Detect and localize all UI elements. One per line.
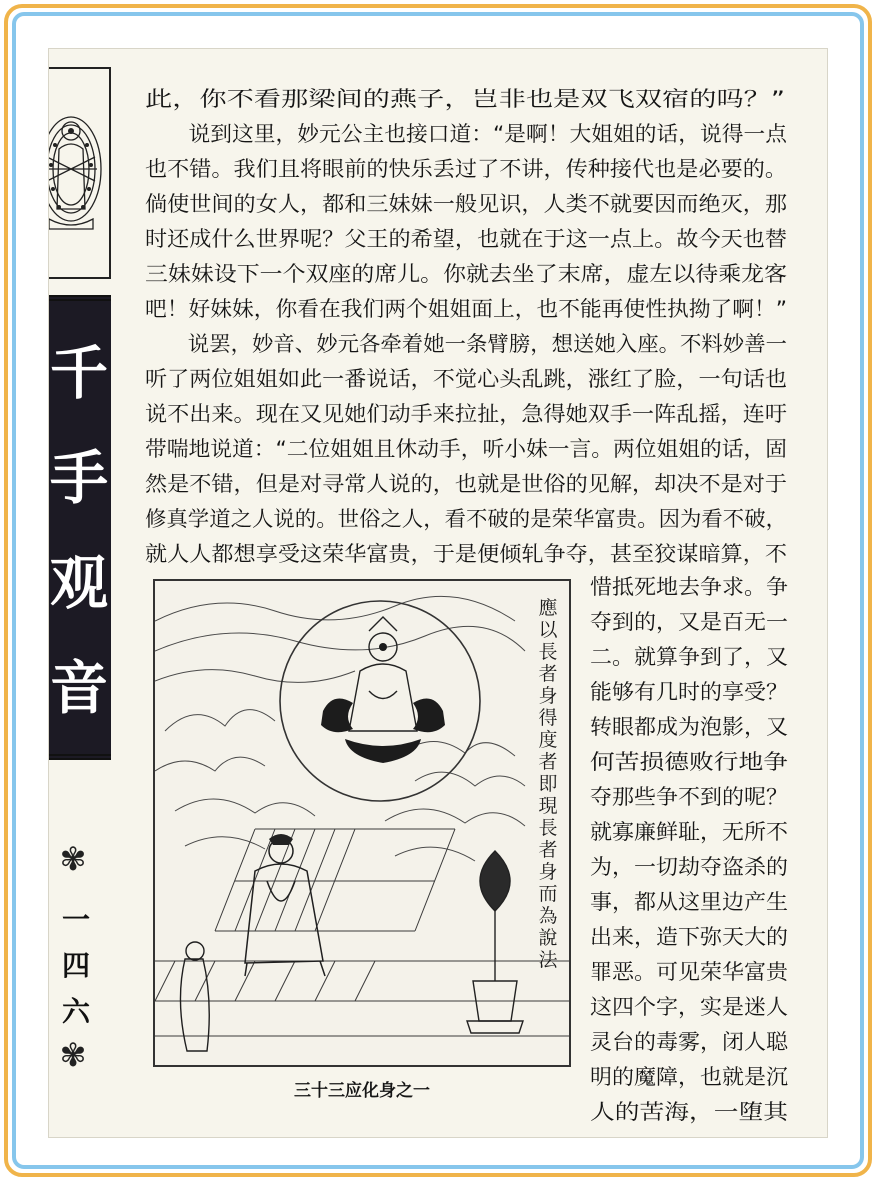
text-line: 能够有几时的享受？ <box>590 680 788 704</box>
illustration-caption: 三十三应化身之一 <box>294 1081 430 1101</box>
text-line: 说罢，妙音、妙元各牵着她一条臂膀，想送她入座。不料妙善一 <box>145 332 787 356</box>
text-line: 惜抵死地去争求。争 <box>590 575 788 599</box>
text-line: 说不出来。现在又见她们动手来拉扯，急得她双手一阵乱摇，连吁 <box>145 402 787 426</box>
text-line: 修真学道之人说的。世俗之人，看不破的是荣华富贵。因为看不破， <box>145 507 787 531</box>
book-title-char: 观 <box>49 549 108 617</box>
text-line: 此，你不看那梁间的燕子，岂非也是双飞双宿的吗？” <box>145 87 785 111</box>
text-line: 这四个字，实是迷人 <box>590 995 788 1019</box>
book-title-char: 千 <box>49 339 108 407</box>
text-line: 人的苦海，一堕其 <box>590 1100 788 1124</box>
text-line: 说到这里，妙元公主也接口道：“是啊！大姐姐的话，说得一点 <box>145 122 787 146</box>
text-line: 出来，造下弥天大的 <box>590 925 788 949</box>
thousand-hand-guanyin-icon <box>49 69 109 277</box>
page-number-char: 四 <box>61 949 90 982</box>
text-line: 然是不错，但是对寻常人说的，也就是世俗的见解，却决不是对于 <box>145 472 787 496</box>
text-line: 三妹妹设下一个双座的席儿。你就去坐了末席，虚左以待乘龙客 <box>145 262 787 286</box>
guanyin-elder-scene-image <box>155 581 571 1067</box>
flower-ornament-icon: ✾ <box>59 840 87 878</box>
text-line: 何苦损德败行地争 <box>590 750 788 774</box>
page-number-char: 六 <box>61 995 90 1028</box>
text-line: 吧！好妹妹，你看在我们两个姐姐面上，也不能再使性执拗了啊！” <box>145 297 787 321</box>
text-line: 明的魔障，也就是沉 <box>590 1065 788 1089</box>
page-number <box>49 809 111 1074</box>
text-line: 事，都从这里边产生 <box>590 890 788 914</box>
text-line: 夺到的，又是百无一 <box>590 610 788 634</box>
text-line: 转眼都成为泡影，又 <box>590 715 788 739</box>
text-line: 二。就算争到了，又 <box>590 645 788 669</box>
flower-ornament-icon: ✾ <box>59 1036 87 1074</box>
book-title-band <box>49 295 111 760</box>
text-line: 罪恶。可见荣华富贵 <box>590 960 788 984</box>
book-title-char: 音 <box>49 654 108 722</box>
text-line: 也不错。我们且将眼前的快乐丢过了不讲，传种接代也是必要的。 <box>145 157 787 181</box>
text-line: 为，一切劫夺盗杀的 <box>590 855 788 879</box>
text-line: 就寡廉鲜耻，无所不 <box>590 820 788 844</box>
book-page <box>48 48 828 1138</box>
book-title-char: 手 <box>49 444 108 512</box>
text-line: 带喘地说道：“二位姐姐且休动手，听小妹一言。两位姐姐的话，固 <box>145 437 787 461</box>
guanyin-emblem <box>49 67 111 279</box>
text-line: 时还成什么世界呢？父王的希望，也就在于这一点上。故今天也替 <box>145 227 787 251</box>
text-line: 听了两位姐姐如此一番说话，不觉心头乱跳，涨红了脸，一句话也 <box>145 367 787 391</box>
side-margin <box>49 49 111 1137</box>
text-line: 倘使世间的女人，都和三妹妹一般见识，人类不就要因而绝灭，那 <box>145 192 787 216</box>
text-line: 夺那些争不到的呢？ <box>590 785 788 809</box>
text-line: 灵台的毒雾，闭人聪 <box>590 1030 788 1054</box>
page-number-char: 一 <box>61 903 90 936</box>
illustration-vertical-caption: 應以長者身得度者即現長者身而為說法 <box>538 597 558 971</box>
woodblock-illustration <box>153 579 571 1067</box>
text-line: 就人人都想享受这荣华富贵，于是便倾轧争夺，甚至狡谋暗算，不 <box>145 542 787 566</box>
